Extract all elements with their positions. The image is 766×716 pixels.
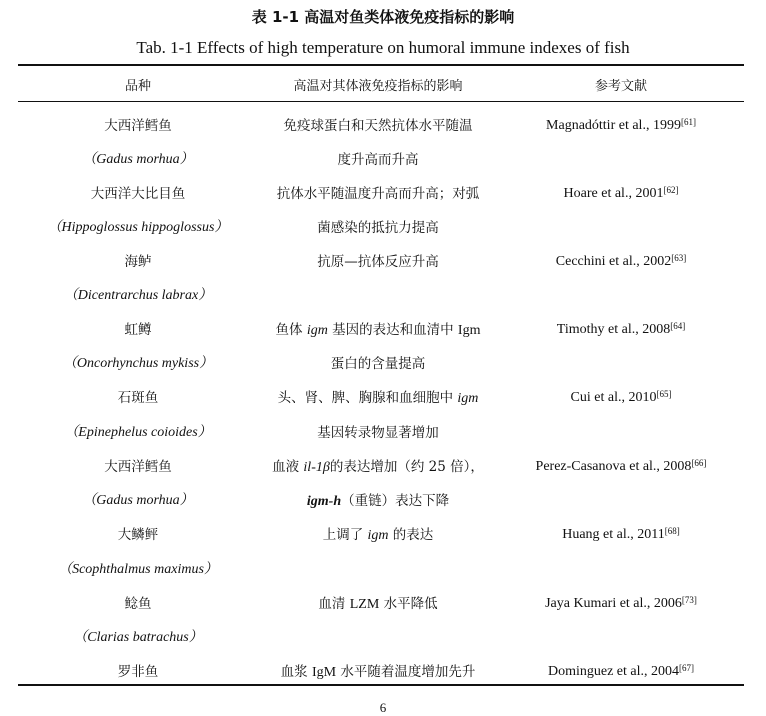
gene-name: il-1β (303, 460, 330, 475)
effect-text: 血浆 (280, 664, 312, 680)
protein-name: Igm (457, 323, 481, 338)
effect-line (258, 389, 498, 408)
enzyme-name: LZM (349, 597, 380, 612)
species-cn: 石斑鱼 (117, 390, 159, 406)
effect-text: 的表达 (388, 527, 434, 543)
reference (498, 253, 744, 271)
reference-number: [66] (691, 458, 707, 468)
reference (498, 185, 744, 203)
species-cn: 大西洋鳕鱼 (104, 459, 172, 475)
species-cn: 海鲈 (124, 254, 152, 270)
reference (498, 595, 744, 613)
reference-text: Cecchini et al., 2002 (555, 254, 672, 269)
effect-text: 水平随着温度增加先升 (336, 664, 476, 680)
species-sci: （Scophthalmus maximus） (58, 562, 218, 577)
effect-text: 的表达增加（约 25 倍）， (329, 459, 484, 475)
species-cn: 大西洋大比目鱼 (90, 186, 186, 202)
effect-text: 鱼体 (275, 322, 307, 338)
effect-line (258, 321, 498, 340)
species-cn: 鲶鱼 (124, 596, 152, 612)
header-effect: 高温对其体液免疫指标的影响 (293, 79, 463, 94)
reference-text: Timothy et al., 2008 (556, 322, 671, 337)
table-top-rule (18, 64, 744, 66)
gene-name: igm (457, 391, 479, 406)
reference-text: Huang et al., 2011 (562, 527, 665, 542)
reference-number: [67] (679, 663, 695, 673)
species-cn: 大鳞鲆 (117, 527, 159, 543)
reference-text: Dominguez et al., 2004 (547, 664, 680, 679)
reference-text: Cui et al., 2010 (570, 390, 657, 405)
effect-line: 抗体水平随温度升高而升高；对弧 (276, 186, 480, 202)
effect-line: 蛋白的含量提高 (330, 356, 426, 372)
effect-text: 头、肾、脾、胸腺和血细胞中 (277, 390, 458, 406)
species-sci: （Gadus morhua） (82, 152, 194, 167)
effect-line (258, 458, 498, 477)
header-reference: 参考文献 (594, 79, 647, 94)
reference-number: [68] (664, 526, 680, 536)
reference-text: Jaya Kumari et al., 2006 (545, 596, 682, 611)
reference-number: [61] (680, 117, 696, 127)
effect-text: 基因的表达和血清中 (327, 322, 458, 338)
species-cn: 罗非鱼 (117, 664, 159, 680)
effect-text: 水平降低 (379, 596, 438, 612)
caption-en: Tab. 1-1 Effects of high temperature on humoral immune indexes of fish (136, 38, 630, 57)
reference (498, 321, 744, 339)
effect-text: 上调了 (322, 527, 368, 543)
effect-line (258, 595, 498, 614)
protein-name: IgM (311, 665, 337, 680)
reference (498, 663, 744, 681)
reference (498, 117, 744, 135)
species-sci: （Dicentrarchus labrax） (63, 288, 213, 303)
effect-text: 血液 (272, 459, 304, 475)
effect-line: 抗原—抗体反应升高 (317, 254, 439, 270)
gene-name: igm-h (306, 494, 342, 509)
species-sci: （Epinephelus coioides） (64, 425, 212, 440)
reference-text: Hoare et al., 2001 (563, 186, 664, 201)
gene-name: igm (306, 323, 328, 338)
reference (498, 389, 744, 407)
effect-line: 免疫球蛋白和天然抗体水平随温 (283, 118, 473, 134)
species-cn: 大西洋鳕鱼 (104, 118, 172, 134)
reference-number: [62] (663, 185, 679, 195)
species-sci: （Hippoglossus hippoglossus） (47, 220, 229, 235)
effect-line: 度升高而升高 (337, 152, 419, 168)
reference-number: [63] (671, 253, 687, 263)
effect-line: 基因转录物显著增加 (317, 425, 439, 441)
species-sci: （Clarias batrachus） (73, 630, 203, 645)
table-bottom-rule (18, 684, 744, 686)
species-sci: （Oncorhynchus mykiss） (62, 356, 214, 371)
reference-number: [65] (656, 389, 672, 399)
effect-text: 血清 (318, 596, 350, 612)
species-sci: （Gadus morhua） (82, 493, 194, 508)
reference (498, 526, 744, 544)
page-number: 6 (379, 700, 387, 715)
reference-number: [64] (670, 321, 686, 331)
effect-line (258, 663, 498, 682)
reference-number: [73] (681, 595, 697, 605)
effect-line (258, 492, 498, 511)
reference-text: Magnadóttir et al., 1999 (546, 118, 681, 133)
effect-line (258, 526, 498, 545)
reference (498, 458, 744, 476)
effect-text: （重链）表达下降 (341, 493, 450, 509)
caption-cn: 表 1-1 高温对鱼类体液免疫指标的影响 (251, 8, 515, 26)
reference-text: Perez-Casanova et al., 2008 (535, 459, 692, 474)
table-header-rule (18, 101, 744, 102)
header-species: 品种 (124, 79, 151, 94)
species-cn: 虹鳟 (124, 322, 152, 338)
effect-line: 菌感染的抵抗力提高 (317, 220, 439, 236)
gene-name: igm (367, 528, 389, 543)
